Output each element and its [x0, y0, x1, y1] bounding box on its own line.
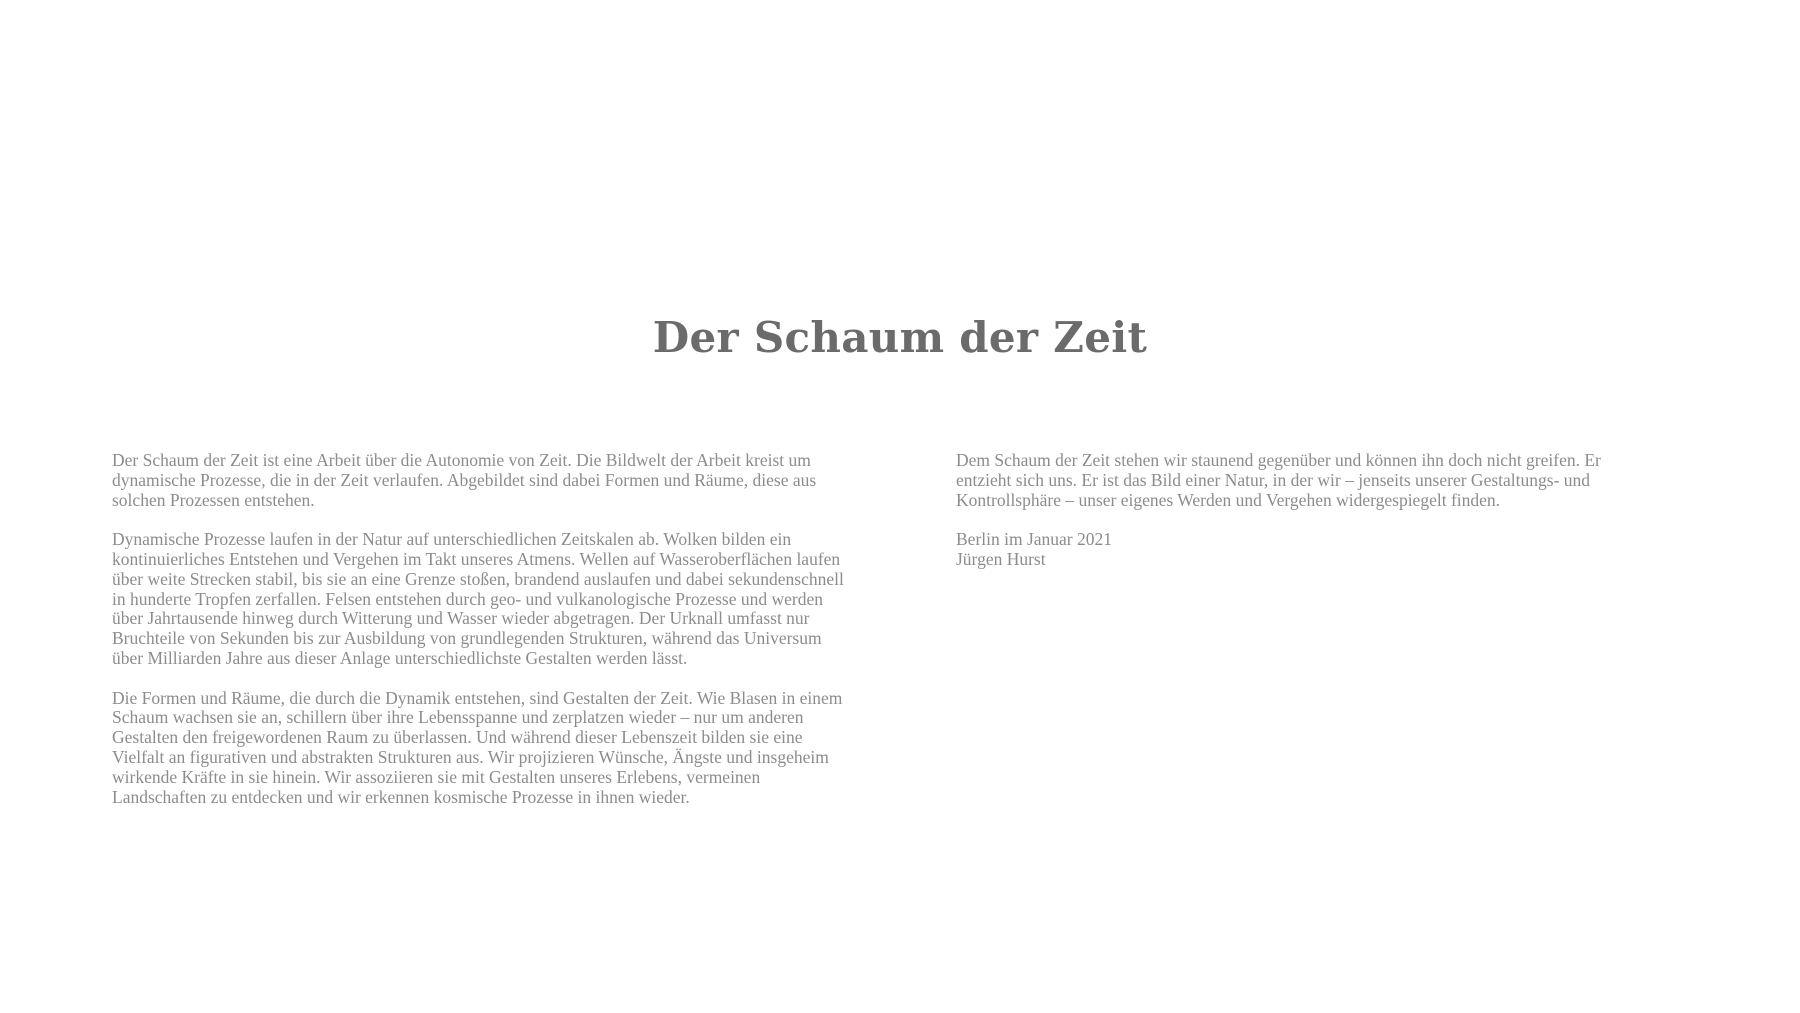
signature-place-date: Berlin im Januar 2021 — [956, 529, 1113, 550]
right-text-column — [956, 451, 1656, 590]
intro-paragraph: Der Schaum der Zeit ist eine Arbeit über die Autonomie von Zeit. Die Bildwelt der Arbeit kreist um dynamische Prozesse, die in der Zeit verlaufen. Abgebildet sind dabei Formen und Räume, diese aus solchen Prozessen entstehen. — [112, 450, 817, 510]
page-title: Der Schaum der Zeit — [652, 313, 1148, 362]
signature-author: Jürgen Hurst — [956, 548, 1046, 569]
dynamics-paragraph: Dynamische Prozesse laufen in der Natur auf unterschiedlichen Zeitskalen ab. Wolken bilden ein kontinuierliches Entstehen und Vergehen im Takt unseres Atmens. Wellen auf Wasseroberflächen laufen über weite Strecken stabil, bis sie an eine Grenze stoßen, brandend auslaufen und dabei sekundenschnell in hunderte Tropfen zerfallen. Felsen entstehen durch geo- und vulkanologische Prozesse und werden über Jahrtausende hinweg durch Witterung und Wasser wieder abgetragen. Der Urknall umfasst nur Bruchteile von Sekunden bis zur Ausbildung von grundlegenden Strukturen, während das Universum über Milliarden Jahre aus dieser Anlage unterschiedlichste Gestalten werden lässt. — [112, 529, 844, 668]
signature-block — [956, 530, 1656, 570]
closing-paragraph: Dem Schaum der Zeit stehen wir staunend gegenüber und können ihn doch nicht greifen. Er entzieht sich uns. Er ist das Bild einer Natur, in der wir – jenseits unserer Gestaltungs- und Kontrollsphäre – unser eigenes Werden und Vergehen widergespiegelt finden. — [956, 450, 1601, 510]
forms-paragraph: Die Formen und Räume, die durch die Dynamik entstehen, sind Gestalten der Zeit. Wie Blasen in einem Schaum wachsen sie an, schillern über ihre Lebensspanne und zerplatzen wieder – nur um anderen Gestalten den freigewordenen Raum zu überlassen. Und während dieser Lebenszeit bilden sie eine Vielfalt an figurativen und abstrakten Strukturen aus. Wir projizieren Wünsche, Ängste und insgeheim wirkende Kräfte in sie hinein. Wir assoziieren sie mit Gestalten unseres Erlebens, vermeinen Landschaften zu entdecken und wir erkennen kosmische Prozesse in ihnen wieder. — [112, 687, 843, 807]
left-text-column — [112, 451, 848, 827]
